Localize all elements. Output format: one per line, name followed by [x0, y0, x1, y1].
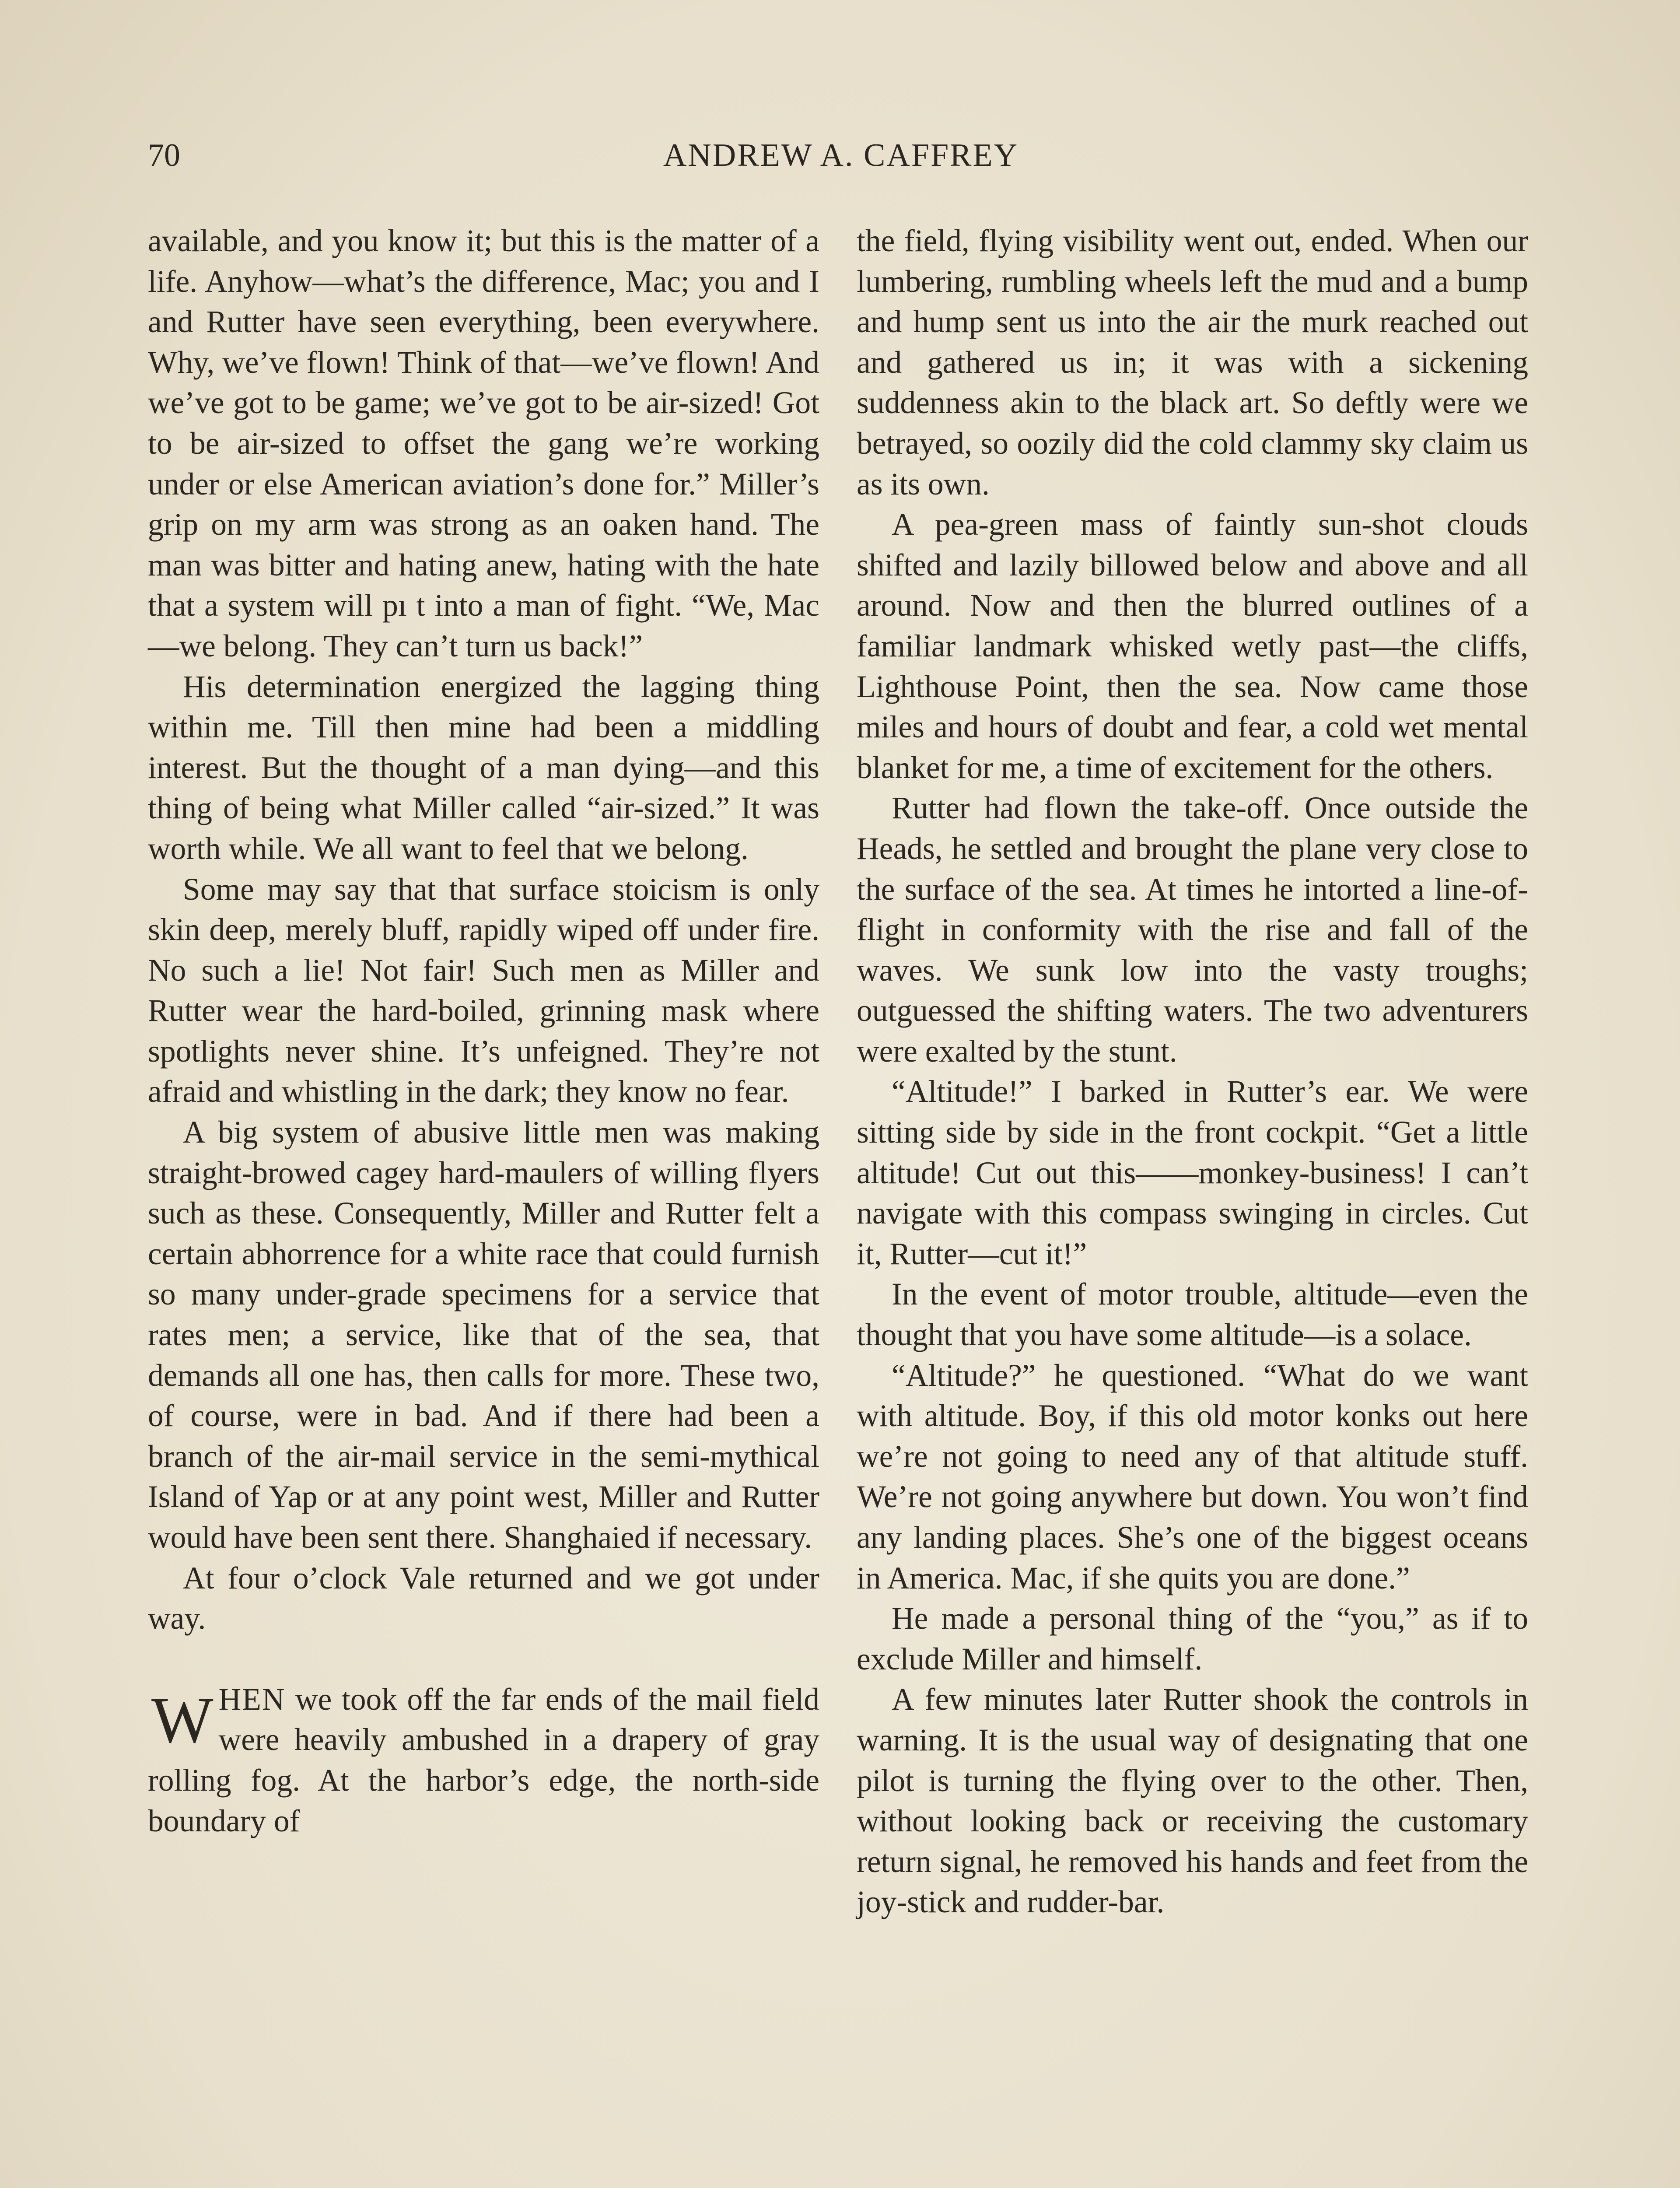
lead-in-word: HEN [218, 1682, 286, 1717]
paragraph: A pea-green mass of faintly sun-shot clouds shifted and lazily billowed below and above and all around. Now and then the blurred outlines of a familiar landmark whisked wetly past—the cliffs, Lighthouse Point, then the sea. Now came those miles and hours of doubt and fear, a cold wet mental blanket for me, a time of excitement for the others. [857, 507, 1528, 785]
section-start-paragraph [148, 1680, 819, 1841]
left-column [148, 221, 819, 1841]
paragraph: Some may say that that surface stoicism is only skin deep, merely bluff, rapidly wiped off under fire. No such a lie! Not fair! Such men as Miller and Rutter wear the hard-boiled, grinning mask where spotlights never shine. It’s unfeigned. They’re not afraid and whistling in the dark; they know no fear. [148, 872, 819, 1109]
paragraph: “Altitude?” he questioned. “What do we want with altitude. Boy, if this old motor konks out here we’re not going to need any of that altitude stuff. We’re not going anywhere but down. You won’t find any landing places. She’s one of the biggest oceans in America. Mac, if she quits you are done.” [857, 1358, 1528, 1595]
page-number: 70 [148, 137, 180, 173]
paragraph-text: we took off the far ends of the mail field were heavily ambushed in a drapery of gray rolling fog. At the harbor’s edge, the north-side boundary of [148, 1682, 819, 1838]
running-head: ANDREW A. CAFFREY [663, 137, 1019, 173]
paragraph: His determination energized the lagging thing within me. Till then mine had been a middling interest. But the thought of a man dying—and this thing of being what Miller called “air-sized.” It was worth while. We all want to feel that we belong. [148, 669, 819, 866]
right-column [857, 221, 1528, 1923]
paragraph: He made a personal thing of the “you,” as if to exclude Miller and himself. [857, 1601, 1528, 1676]
drop-cap: W [151, 1683, 214, 1757]
paragraph: available, and you know it; but this is the matter of a life. Anyhow—what’s the difference, Mac; you and I and Rutter have seen everything, been everywhere. Why, we’ve flown! Think of that—we’ve flown! And we’ve got to be game; we’ve got to be air-sized! Got to be air-sized to offset the gang we’re working under or else American aviation’s done for.” Miller’s grip on my arm was strong as an oaken hand. The man was bitter and hating anew, hating with the hate that a system will pı t into a man of fight. “We, Mac—we belong. They can’t turn us back!” [148, 224, 819, 663]
paragraph: In the event of motor trouble, altitude—even the thought that you have some altitude—is a solace. [857, 1277, 1528, 1353]
paragraph: A few minutes later Rutter shook the controls in warning. It is the usual way of designating that one pilot is turning the flying over to the other. Then, without looking back or receiving the customary return signal, he removed his hands and feet from the joy-stick and rudder-bar. [857, 1682, 1528, 1920]
paragraph: “Altitude!” I barked in Rutter’s ear. We were sitting side by side in the front cockpit. “Get a little altitude! Cut out this——monkey-business! I can’t navigate with this compass swinging in circles. Cut it, Rutter—cut it!” [857, 1074, 1528, 1271]
paragraph: Rutter had flown the take-off. Once outside the Heads, he settled and brought the plane very close to the surface of the sea. At times he intorted a line-of-flight in conformity with the rise and fall of the waves. We sunk low into the vasty troughs; outguessed the shifting waters. The two adventurers were exalted by the stunt. [857, 791, 1528, 1069]
paragraph: At four o’clock Vale returned and we got under way. [148, 1560, 819, 1636]
paragraph: the field, flying visibility went out, ended. When our lumbering, rumbling wheels left the mud and a bump and hump sent us into the air the murk reached out and gathered us in; it was with a sickening suddenness akin to the black art. So deftly were we betrayed, so oozily did the cold clammy sky claim us as its own. [857, 224, 1528, 501]
paragraph: A big system of abusive little men was making straight-browed cagey hard-maulers of willing flyers such as these. Consequently, Miller and Rutter felt a certain abhorrence for a white race that could furnish so many under-grade specimens for a service that rates men; a service, like that of the sea, that demands all one has, then calls for more. These two, of course, were in bad. And if there had been a branch of the air-mail service in the semi-mythical Island of Yap or at any point west, Miller and Rutter would have been sent there. Shanghaied if necessary. [148, 1115, 819, 1555]
page-header [148, 131, 1534, 179]
